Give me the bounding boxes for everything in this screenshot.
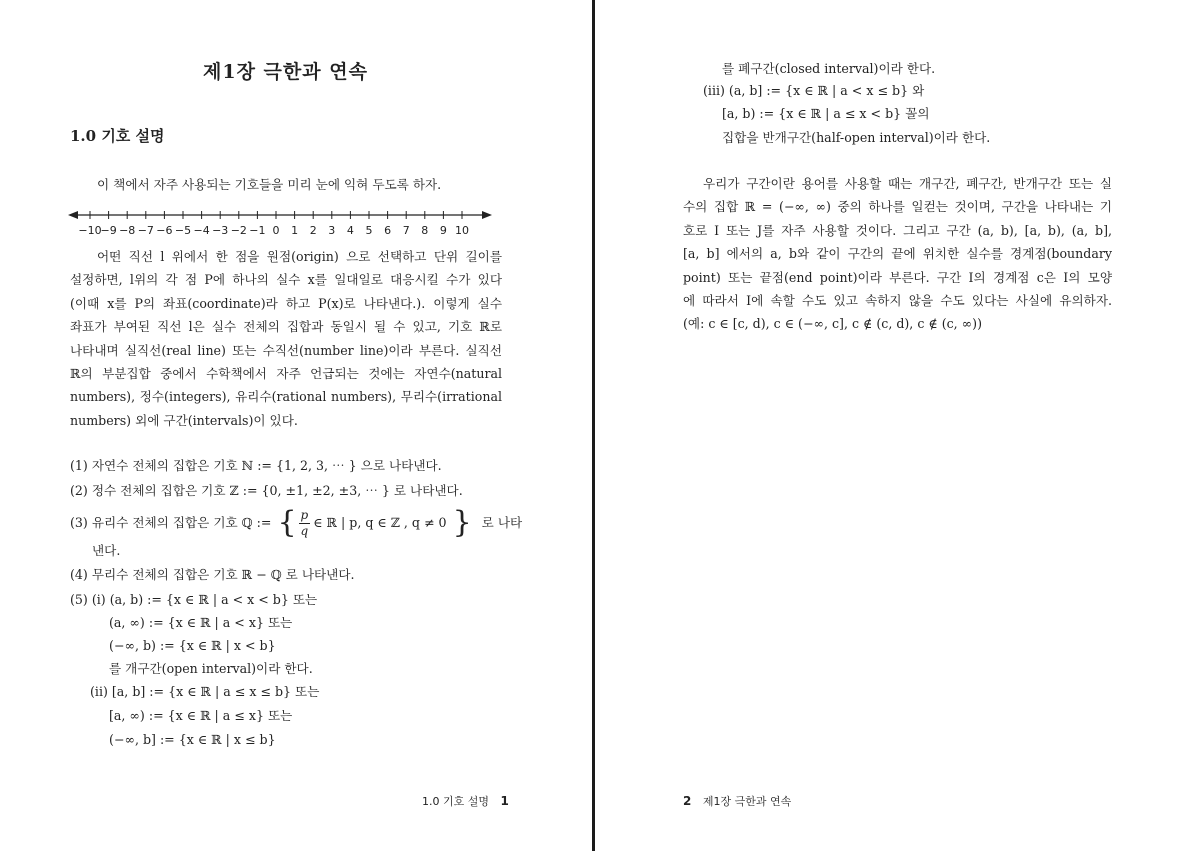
intro-paragraph [70,245,502,432]
number-line-tick-label: −9 [100,224,117,237]
list-item-5-i-1: (5) (i) (a, b) := {x ∈ ℝ | a < x < b} 또는 [70,592,318,607]
list-item-5-i-3: (−∞, b) := {x ∈ ℝ | x < b} [109,638,276,653]
list-item-5-iii-1: (iii) (a, b] := {x ∈ ℝ | a < x ≤ b} 와 [703,83,925,98]
left-footer [422,793,509,809]
list-item-4: (4) 무리수 전체의 집합은 기호 ℝ − ℚ 로 나타낸다. [70,567,355,582]
number-line-tick-label: −2 [230,224,247,237]
list-item-3-pre: (3) 유리수 전체의 집합은 기호 ℚ := [70,515,272,531]
list-item-5-i-2: (a, ∞) := {x ∈ ℝ | a < x} 또는 [109,615,293,630]
right-page [596,0,1181,851]
number-line-tick-label: 8 [421,224,429,237]
paragraph-line: [a, b] 에서의 a, b와 같이 구간의 끝에 위치한 실수를 경계점(boundary [683,246,1112,262]
number-line [66,205,496,237]
number-line-tick-label: 2 [309,224,317,237]
number-line-tick-label: 10 [455,224,469,237]
right-arrow-icon [482,211,492,219]
fraction-p-over-q [299,508,311,539]
paragraph-line: numbers), 정수(integers), 유리수(rational numbers), 무리수(irrational [70,389,502,405]
list-item-3-mid: ∈ ℝ | p, q ∈ ℤ , q ≠ 0 [313,515,447,531]
left-footer-label: 1.0 기호 설명 [422,795,489,808]
left-arrow-icon [68,211,78,219]
paragraph-line: 설정하면, l위의 각 점 P에 하나의 실수 x를 일대일로 대응시킬 수가 있다 [70,272,502,288]
right-page-number: 2 [683,794,692,808]
left-brace: { [277,505,297,540]
paragraph-line: (이때 x를 P의 좌표(coordinate)라 하고 P(x)로 나타낸다.). 이렇게 실수 [70,295,502,311]
closed-interval-line: 를 폐구간(closed interval)이라 한다. [722,61,936,76]
number-line-tick-label: −10 [78,224,102,237]
number-line-tick-label: 9 [439,224,447,237]
fraction-denominator: q [300,523,309,538]
list-item-5-ii-2: [a, ∞) := {x ∈ ℝ | a ≤ x} 또는 [109,708,293,723]
paragraph-line: 어떤 직선 l 위에서 한 점을 원점(origin) 으로 선택하고 단위 길이를 [97,249,502,264]
list-item-3-post: 로 나타 [481,515,523,531]
number-line-tick-label: 6 [384,224,392,237]
left-page-number: 1 [500,794,509,808]
paragraph-line: numbers) 외에 구간(intervals)이 있다. [70,412,298,428]
fraction-numerator: p [300,507,309,522]
half-open-interval-line: 집합을 반개구간(half-open interval)이라 한다. [722,130,991,145]
list-item-2: (2) 정수 전체의 집합은 기호 ℤ := {0, ±1, ±2, ±3, ⋯ } 로 나타낸다. [70,483,463,498]
paragraph-line: 우리가 구간이란 용어를 사용할 때는 개구간, 폐구간, 반개구간 또는 실 [703,176,1112,191]
right-footer-label: 제1장 극한과 연속 [702,795,792,808]
interval-paragraph [683,172,1112,336]
paragraph-line: 좌표가 부여된 직선 l은 실수 전체의 집합과 동일시 될 수 있고, 기호 ℝ로 [70,319,502,335]
section-title: 1.0 기호 설명 [70,127,165,145]
list-item-5-i-4: 를 개구간(open interval)이라 한다. [109,661,313,676]
number-line-tick-label: 5 [365,224,373,237]
number-line-tick-label: 1 [291,224,299,237]
list-item-1: (1) 자연수 전체의 집합은 기호 ℕ := {1, 2, 3, ⋯ } 으로 나타낸다. [70,458,442,473]
list-item-5-ii-3: (−∞, b] := {x ∈ ℝ | x ≤ b} [109,732,276,747]
paragraph-line: 수의 집합 ℝ = (−∞, ∞) 중의 하나를 일컫는 것이며, 구간을 나타내는 기 [683,199,1112,215]
number-line-tick-label: −7 [137,224,154,237]
list-item-3 [70,506,522,540]
number-line-tick-label: −8 [119,224,136,237]
right-footer [683,793,791,809]
right-brace: } [452,505,472,540]
list-item-3-cont: 낸다. [92,543,121,558]
number-line-tick-label: −3 [212,224,229,237]
number-line-tick-label: −1 [249,224,266,237]
number-line-tick-label: 3 [328,224,336,237]
number-line-tick-label: 7 [402,224,410,237]
paragraph-line: 에 따라서 I에 속할 수도 있고 속하지 않을 수도 있다는 사실에 유의하자. [683,292,1112,308]
list-item-5-ii-1: (ii) [a, b] := {x ∈ ℝ | a ≤ x ≤ b} 또는 [90,684,320,699]
paragraph-line: (예: c ∈ [c, d), c ∈ (−∞, c], c ∉ (c, d), c ∉ (c, ∞)) [683,316,982,332]
page-divider [592,0,595,851]
paragraph-line: ℝ의 부분집합 중에서 수학책에서 자주 언급되는 것에는 자연수(natural [70,365,502,381]
paragraph-line: point) 또는 끝점(end point)이라 부른다. 구간 I의 경계점 c은 I의 모양 [683,269,1112,285]
number-line-tick-label: 4 [346,224,354,237]
number-line-tick-label: 0 [272,224,280,237]
list-item-5-iii-2: [a, b) := {x ∈ ℝ | a ≤ x < b} 꼴의 [722,106,930,121]
number-line-tick-label: −5 [174,224,192,237]
paragraph-line: 나타내며 실직선(real line) 또는 수직선(number line)이라 부른다. 실직선 [70,342,502,358]
number-line-tick-label: −6 [156,224,173,237]
paragraph-line: 호로 I 또는 J를 자주 사용할 것이다. 그리고 구간 (a, b), [a, b), (a, b], [683,222,1112,238]
chapter-title: 제1장 극한과 연속 [203,61,368,83]
number-line-tick-label: −4 [193,224,210,237]
intro-text: 이 책에서 자주 사용되는 기호들을 미리 눈에 익혀 두도록 하자. [97,177,442,192]
